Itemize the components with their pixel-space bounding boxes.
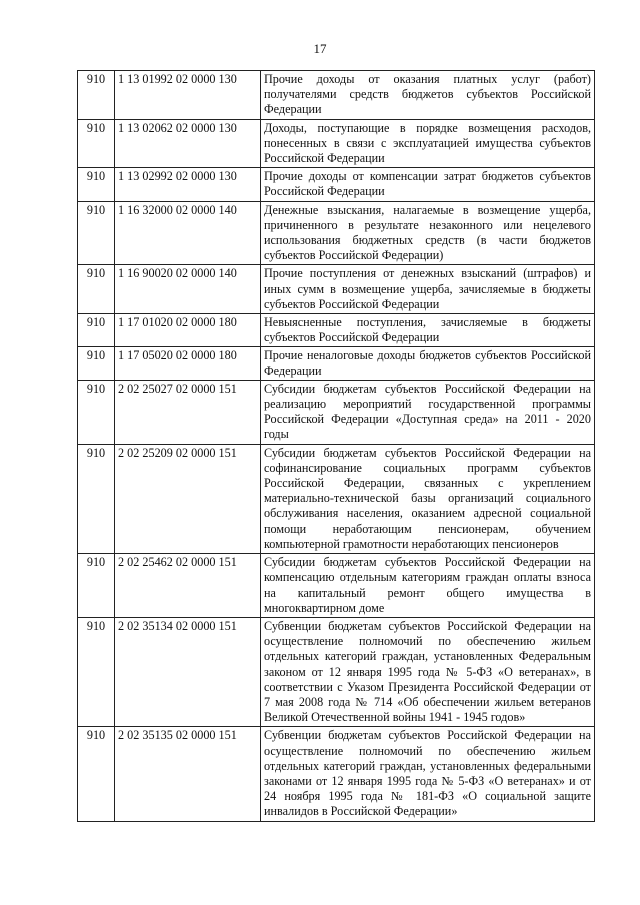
budget-code-cell: 1 16 90020 02 0000 140 <box>115 265 261 314</box>
table-row <box>78 168 595 201</box>
budget-code-cell: 2 02 35135 02 0000 151 <box>115 727 261 821</box>
table-row <box>78 347 595 380</box>
admin-code-cell: 910 <box>78 380 115 444</box>
table-row <box>78 201 595 265</box>
admin-code-cell: 910 <box>78 168 115 201</box>
table-row <box>78 314 595 347</box>
budget-code-cell: 2 02 25027 02 0000 151 <box>115 380 261 444</box>
table-row <box>78 444 595 553</box>
revenue-name-cell: Прочие поступления от денежных взысканий (штрафов) и иных сумм в возмещение ущерба, зачисляемые в бюджеты субъектов Российской Федерации <box>261 265 595 314</box>
admin-code-cell: 910 <box>78 444 115 553</box>
admin-code-cell: 910 <box>78 201 115 265</box>
admin-code-cell: 910 <box>78 265 115 314</box>
page-number: 17 <box>313 41 327 56</box>
table-row <box>78 265 595 314</box>
admin-code-cell: 910 <box>78 314 115 347</box>
revenue-name-cell: Денежные взыскания, налагаемые в возмещение ущерба, причиненного в результате незаконного или нецелевого использования бюджетных средств (в части бюджетов субъектов Российской Федерации) <box>261 201 595 265</box>
budget-code-cell: 1 13 02992 02 0000 130 <box>115 168 261 201</box>
admin-code-cell: 910 <box>78 71 115 120</box>
budget-code-cell: 2 02 25209 02 0000 151 <box>115 444 261 553</box>
revenue-name-cell: Субсидии бюджетам субъектов Российской Федерации на реализацию мероприятий государственной программы Российской Федерации «Доступная среда» на 2011 - 2020 годы <box>261 380 595 444</box>
revenue-name-cell: Прочие доходы от компенсации затрат бюджетов субъектов Российской Федерации <box>261 168 595 201</box>
revenue-name-cell: Невыясненные поступления, зачисляемые в бюджеты субъектов Российской Федерации <box>261 314 595 347</box>
budget-revenue-table <box>77 70 595 822</box>
table-row <box>78 727 595 821</box>
table-row <box>78 554 595 618</box>
table-row <box>78 71 595 120</box>
budget-code-cell: 2 02 25462 02 0000 151 <box>115 554 261 618</box>
admin-code-cell: 910 <box>78 119 115 168</box>
table-row <box>78 119 595 168</box>
admin-code-cell: 910 <box>78 617 115 726</box>
admin-code-cell: 910 <box>78 727 115 821</box>
budget-code-cell: 1 17 01020 02 0000 180 <box>115 314 261 347</box>
budget-code-cell: 2 02 35134 02 0000 151 <box>115 617 261 726</box>
revenue-name-cell: Субвенции бюджетам субъектов Российской Федерации на осуществление полномочий по обеспечению жильем отдельных категорий граждан, установленных федеральными законами от 12 января 1995 года № 5-ФЗ «О ветеранах» и от 24 ноября 1995 года № 181-ФЗ «О социальной защите инвалидов в Российской Федерации» <box>261 727 595 821</box>
table-row <box>78 380 595 444</box>
admin-code-cell: 910 <box>78 347 115 380</box>
budget-code-cell: 1 13 02062 02 0000 130 <box>115 119 261 168</box>
revenue-name-cell: Субвенции бюджетам субъектов Российской Федерации на осуществление полномочий по обеспечению жильем отдельных категорий граждан, установленных Федеральным законом от 12 января 1995 года № 5-ФЗ «О ветеранах», в соответствии с Указом Президента Российской Федерации от 7 мая 2008 года № 714 «Об обеспечении жильем ветеранов Великой Отечественной войны 1941 - 1945 годов» <box>261 617 595 726</box>
table-row <box>78 617 595 726</box>
budget-code-cell: 1 13 01992 02 0000 130 <box>115 71 261 120</box>
budget-code-cell: 1 17 05020 02 0000 180 <box>115 347 261 380</box>
revenue-name-cell: Прочие доходы от оказания платных услуг (работ) получателями средств бюджетов субъектов Российской Федерации <box>261 71 595 120</box>
table-body <box>78 71 595 822</box>
revenue-name-cell: Субсидии бюджетам субъектов Российской Федерации на софинансирование социальных программ субъектов Российской Федерации, связанных с укреплением материально-технической базы организаций социального обслуживания населения, оказанием адресной социальной помощи неработающим пенсионерам, обучением компьютерной грамотности неработающих пенсионеров <box>261 444 595 553</box>
admin-code-cell: 910 <box>78 554 115 618</box>
revenue-name-cell: Доходы, поступающие в порядке возмещения расходов, понесенных в связи с эксплуатацией имущества субъектов Российской Федерации <box>261 119 595 168</box>
revenue-name-cell: Прочие неналоговые доходы бюджетов субъектов Российской Федерации <box>261 347 595 380</box>
revenue-name-cell: Субсидии бюджетам субъектов Российской Федерации на компенсацию отдельным категориям граждан оплаты взноса на капитальный ремонт общего имущества в многоквартирном доме <box>261 554 595 618</box>
budget-code-cell: 1 16 32000 02 0000 140 <box>115 201 261 265</box>
